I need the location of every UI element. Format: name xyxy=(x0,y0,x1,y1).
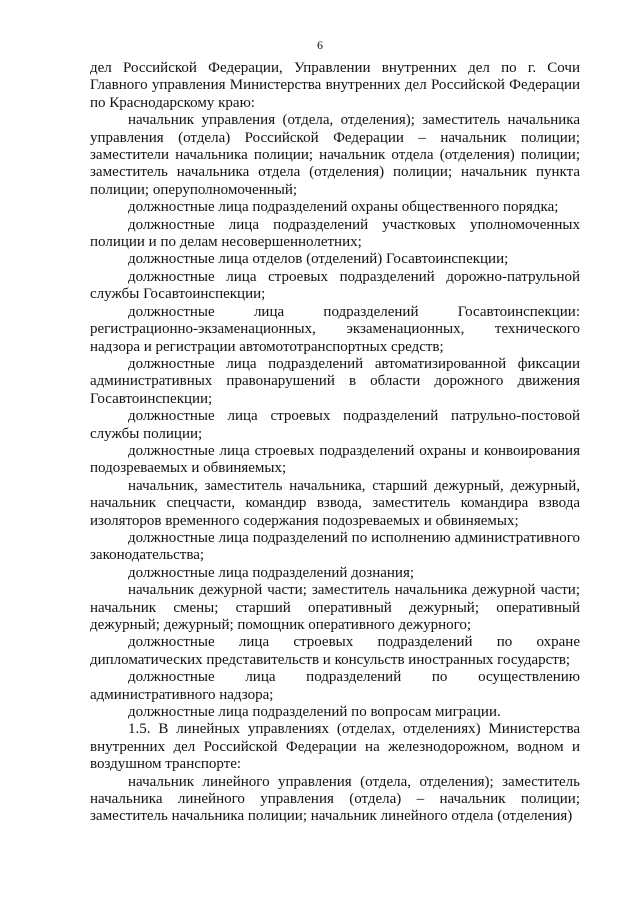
paragraph-17: должностные лица подразделений по вопросам миграции. xyxy=(128,704,501,721)
paragraph-12: должностные лица подразделений по исполнению административного законодательства; xyxy=(90,529,580,564)
paragraph-7: должностные лица подразделений Госавтоинспекции: регистрационно-экзаменационных, экзаменационных, технического надзора и регистрации автомототранспортных средств; xyxy=(90,303,580,355)
paragraph-1: дел Российской Федерации, Управлении внутренних дел по г. Сочи Главного управления Министерства внутренних дел Российской Федерации по Краснодарскому краю: xyxy=(90,60,580,111)
page-number: 6 xyxy=(317,38,323,52)
paragraph-3: должностные лица подразделений охраны общественного порядка; xyxy=(128,199,559,216)
paragraph-13: должностные лица подразделений дознания; xyxy=(128,564,415,581)
paragraph-19: начальник линейного управления (отдела, отделения); заместитель начальника линейного управления (отдела) – начальник полиции; заместитель начальника полиции; начальник линейного отдела (отделения) xyxy=(90,773,580,825)
document-body xyxy=(90,60,580,826)
paragraph-6: должностные лица строевых подразделений дорожно-патрульной службы Госавтоинспекции; xyxy=(90,268,580,303)
paragraph-9: должностные лица строевых подразделений патрульно-постовой службы полиции; xyxy=(90,408,580,442)
paragraph-2: начальник управления (отдела, отделения); заместитель начальника управления (отдела) Российской Федерации – начальник полиции; заместители начальника полиции; начальник отдела (отделения) полиции; заместитель начальника отдела (отделения) полиции; начальник пункта полиции; оперуполномоченный; xyxy=(90,112,580,198)
paragraph-4: должностные лица подразделений участковых уполномоченных полиции и по делам несовершеннолетних; xyxy=(90,216,580,251)
paragraph-11: начальник, заместитель начальника, старший дежурный, дежурный, начальник спецчасти, командир взвода, заместитель командира взвода изоляторов временного содержания подозреваемых и обвиняемых; xyxy=(90,477,580,529)
paragraph-16: должностные лица подразделений по осуществлению административного надзора; xyxy=(90,669,580,703)
paragraph-18: 1.5. В линейных управлениях (отделах, отделениях) Министерства внутренних дел Российской Федерации на железнодорожном, водном и воздушном транспорте: xyxy=(90,721,580,773)
paragraph-8: должностные лица подразделений автоматизированной фиксации административных правонарушений в области дорожного движения Госавтоинспекции; xyxy=(90,355,580,407)
paragraph-5: должностные лица отделов (отделений) Госавтоинспекции; xyxy=(128,251,509,268)
paragraph-14: начальник дежурной части; заместитель начальника дежурной части; начальник смены; старший оперативный дежурный; оперативный дежурный; дежурный; помощник оперативного дежурного; xyxy=(90,582,580,633)
paragraph-10: должностные лица строевых подразделений охраны и конвоирования подозреваемых и обвиняемых; xyxy=(90,442,580,477)
paragraph-15: должностные лица строевых подразделений по охране дипломатических представительств и консульств иностранных государств; xyxy=(90,634,580,668)
